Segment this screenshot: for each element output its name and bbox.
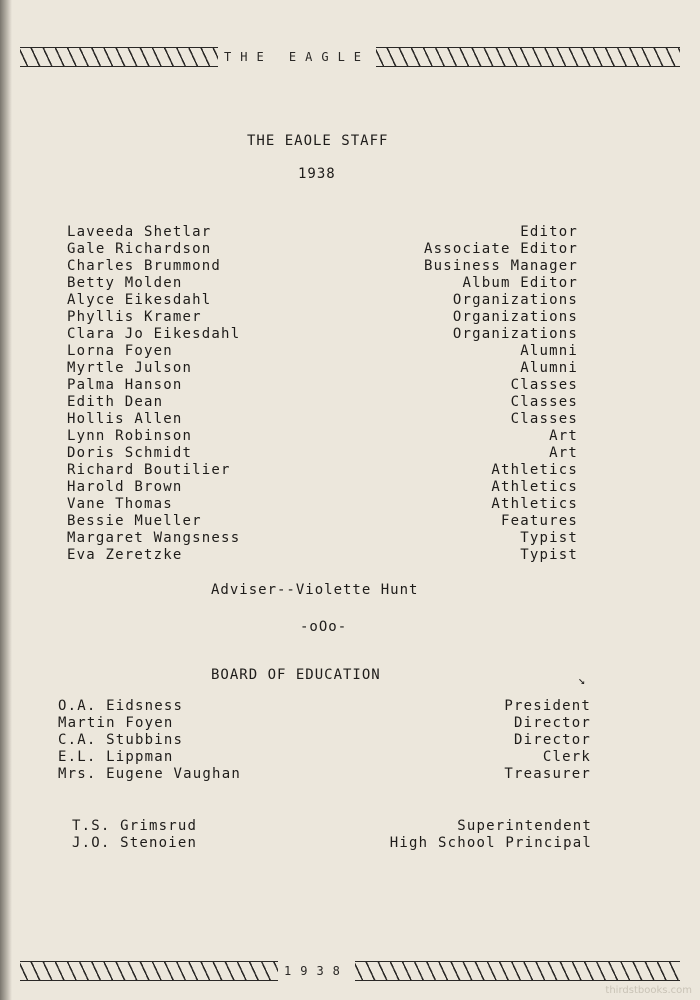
member-name: Charles Brummond bbox=[67, 258, 222, 274]
member-role: Director bbox=[513, 732, 591, 748]
member-name: Harold Brown bbox=[67, 479, 183, 495]
board-title: BOARD OF EDUCATION bbox=[211, 667, 381, 683]
roster-row bbox=[67, 292, 578, 309]
member-name: Lorna Foyen bbox=[67, 343, 173, 359]
hatch-pattern-right bbox=[376, 47, 680, 67]
roster-row bbox=[67, 411, 578, 428]
member-role: Classes bbox=[510, 377, 578, 393]
member-name: Richard Boutilier bbox=[67, 462, 231, 478]
member-role: Alumni bbox=[520, 360, 578, 376]
member-name: E.L. Lippman bbox=[58, 749, 174, 765]
staff-year: 1938 bbox=[298, 166, 336, 182]
roster-row bbox=[72, 818, 592, 835]
member-name: Doris Schmidt bbox=[67, 445, 193, 461]
roster-row bbox=[67, 479, 578, 496]
member-role: Art bbox=[549, 428, 578, 444]
bottom-hatched-border bbox=[20, 960, 680, 982]
member-role: Classes bbox=[510, 394, 578, 410]
roster-row bbox=[58, 715, 591, 732]
roster-row bbox=[67, 343, 578, 360]
member-role: Business Manager bbox=[423, 258, 578, 274]
hatch-pattern-right bbox=[355, 961, 680, 981]
member-role: Art bbox=[549, 445, 578, 461]
adviser-line: Adviser--Violette Hunt bbox=[211, 582, 419, 598]
staff-roster bbox=[67, 224, 578, 564]
roster-row bbox=[67, 547, 578, 564]
member-name: Lynn Robinson bbox=[67, 428, 193, 444]
roster-row bbox=[67, 241, 578, 258]
roster-row bbox=[67, 394, 578, 411]
member-role: Editor bbox=[520, 224, 578, 240]
member-role: Classes bbox=[510, 411, 578, 427]
hatch-pattern-left bbox=[20, 47, 218, 67]
footer-year: 1938 bbox=[284, 964, 349, 978]
roster-row bbox=[58, 766, 591, 783]
member-name: T.S. Grimsrud bbox=[72, 818, 198, 834]
roster-row bbox=[58, 732, 591, 749]
roster-row bbox=[67, 360, 578, 377]
member-role: Superintendent bbox=[457, 818, 592, 834]
member-role: Clerk bbox=[542, 749, 591, 765]
roster-row bbox=[67, 513, 578, 530]
section-separator: -oOo- bbox=[300, 619, 348, 635]
member-name: Martin Foyen bbox=[58, 715, 174, 731]
member-name: Vane Thomas bbox=[67, 496, 173, 512]
roster-row bbox=[67, 326, 578, 343]
member-role: Organizations bbox=[452, 326, 578, 342]
roster-row bbox=[67, 530, 578, 547]
member-name: Laveeda Shetlar bbox=[67, 224, 212, 240]
member-role: Features bbox=[500, 513, 578, 529]
member-role: Organizations bbox=[452, 309, 578, 325]
member-role: Treasurer bbox=[504, 766, 591, 782]
member-name: Margaret Wangsness bbox=[67, 530, 241, 546]
roster-row bbox=[67, 428, 578, 445]
roster-row bbox=[67, 462, 578, 479]
member-name: Betty Molden bbox=[67, 275, 183, 291]
member-name: Myrtle Julson bbox=[67, 360, 193, 376]
board-roster bbox=[58, 698, 591, 783]
roster-row bbox=[58, 749, 591, 766]
member-role: Athletics bbox=[491, 496, 578, 512]
member-role: Athletics bbox=[491, 462, 578, 478]
member-role: Alumni bbox=[520, 343, 578, 359]
roster-row bbox=[58, 698, 591, 715]
roster-row bbox=[67, 309, 578, 326]
roster-row bbox=[67, 377, 578, 394]
member-name: Phyllis Kramer bbox=[67, 309, 202, 325]
roster-row bbox=[67, 275, 578, 292]
member-role: Typist bbox=[520, 547, 578, 563]
administration-roster bbox=[72, 818, 592, 852]
roster-row bbox=[72, 835, 592, 852]
roster-row bbox=[67, 445, 578, 462]
member-name: Bessie Mueller bbox=[67, 513, 202, 529]
member-role: Athletics bbox=[491, 479, 578, 495]
watermark: thirdstbooks.com bbox=[605, 985, 692, 996]
roster-row bbox=[67, 496, 578, 513]
member-role: High School Principal bbox=[389, 835, 592, 851]
member-role: Organizations bbox=[452, 292, 578, 308]
member-name: Edith Dean bbox=[67, 394, 164, 410]
member-role: Associate Editor bbox=[423, 241, 578, 257]
member-role: Album Editor bbox=[462, 275, 578, 291]
roster-row bbox=[67, 224, 578, 241]
roster-row bbox=[67, 258, 578, 275]
staff-title: THE EAOLE STAFF bbox=[247, 133, 389, 149]
running-title: THE EAGLE bbox=[224, 50, 371, 64]
member-name: O.A. Eidsness bbox=[58, 698, 184, 714]
member-name: Alyce Eikesdahl bbox=[67, 292, 212, 308]
member-name: Mrs. Eugene Vaughan bbox=[58, 766, 241, 782]
top-hatched-border bbox=[20, 46, 680, 68]
member-name: J.O. Stenoien bbox=[72, 835, 198, 851]
member-name: Gale Richardson bbox=[67, 241, 212, 257]
member-name: C.A. Stubbins bbox=[58, 732, 184, 748]
hatch-pattern-left bbox=[20, 961, 278, 981]
member-name: Clara Jo Eikesdahl bbox=[67, 326, 241, 342]
member-name: Palma Hanson bbox=[67, 377, 183, 393]
stray-ink-mark: ↘ bbox=[578, 673, 587, 687]
member-role: Director bbox=[513, 715, 591, 731]
member-role: Typist bbox=[520, 530, 578, 546]
member-role: President bbox=[504, 698, 591, 714]
member-name: Hollis Allen bbox=[67, 411, 183, 427]
member-name: Eva Zeretzke bbox=[67, 547, 183, 563]
